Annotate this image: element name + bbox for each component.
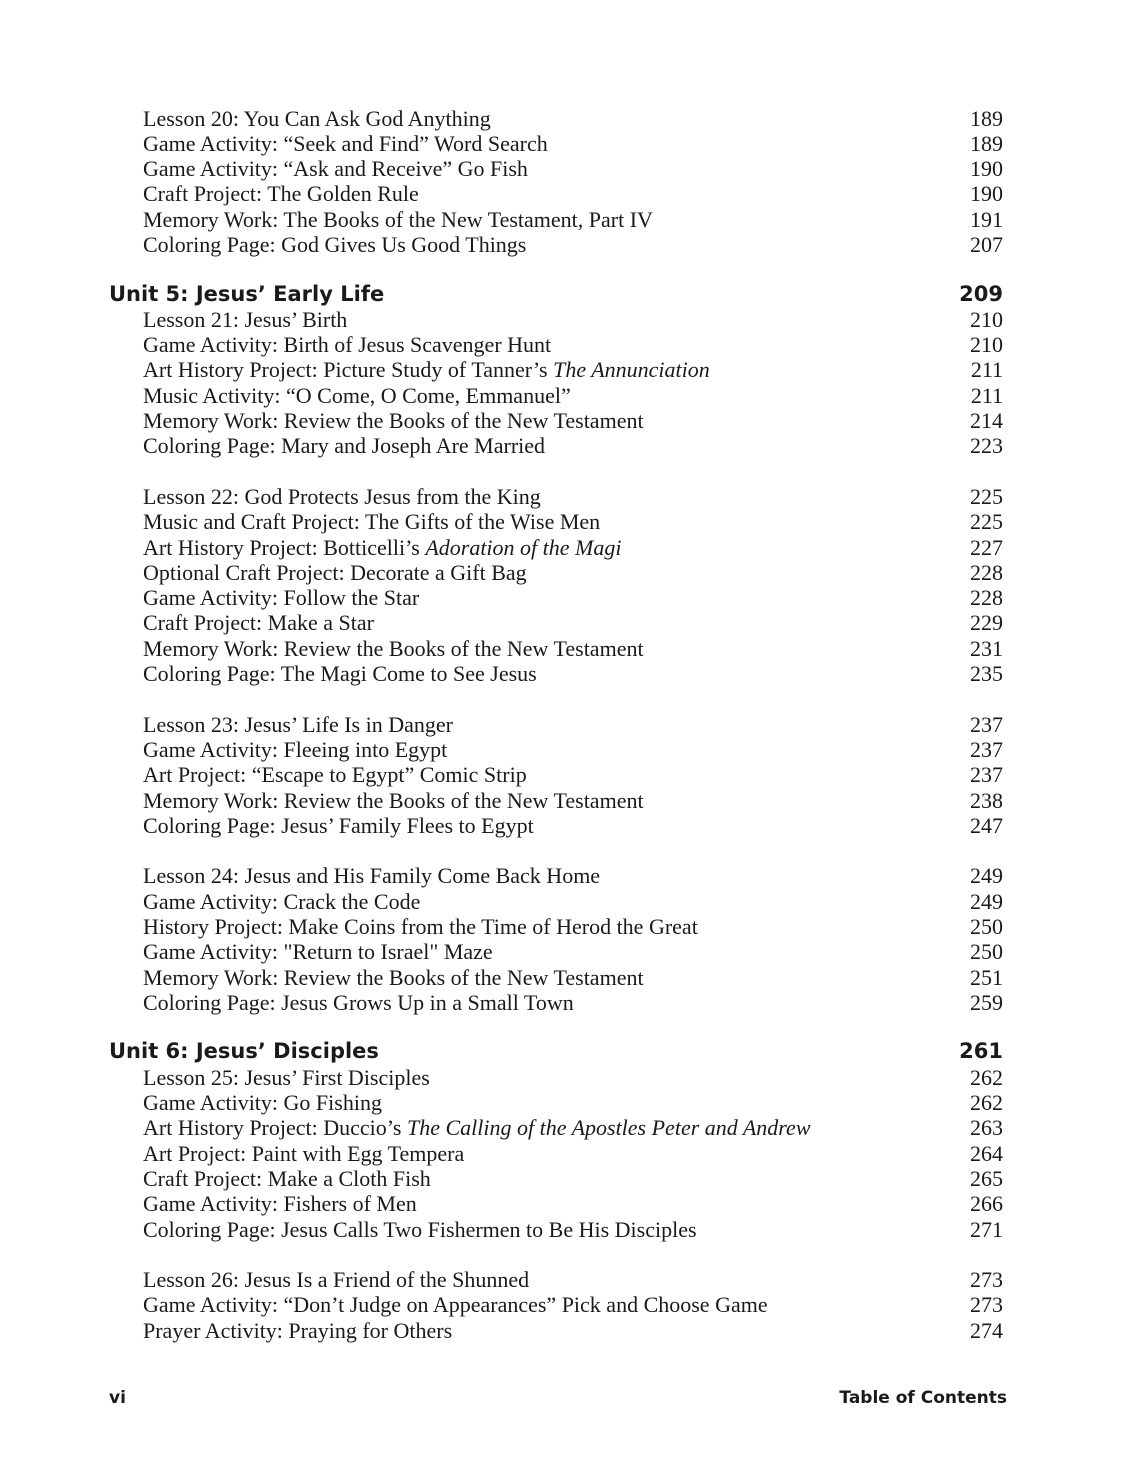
entry-title: Lesson 20: You Can Ask God Anything [143,106,491,131]
entry-title: Coloring Page: Jesus Grows Up in a Small Town [143,990,574,1015]
toc-entry [143,1166,1003,1192]
entry-title: Art History Project: Botticelli’s Adoration of the Magi [143,535,622,560]
toc-entry [143,1141,1003,1167]
entry-title-italic: Adoration of the Magi [425,535,622,560]
unit-page-number: 261 [959,1039,1003,1063]
entry-title: Music Activity: “O Come, O Come, Emmanuel” [143,383,571,408]
entry-page-number: 225 [970,484,1003,509]
toc-entry [143,1292,1003,1318]
toc-entry [143,560,1003,586]
toc-entry [143,813,1003,839]
entry-page-number: 250 [970,939,1003,964]
entry-page-number: 262 [970,1065,1003,1090]
toc-entry [143,509,1003,535]
unit-heading [109,1037,1003,1065]
entry-title: Coloring Page: The Magi Come to See Jesus [143,661,537,686]
entry-title: Art History Project: Picture Study of Tanner’s The Annunciation [143,357,710,382]
entry-title: Game Activity: “Ask and Receive” Go Fish [143,156,528,181]
toc-entry [143,636,1003,662]
entry-page-number: 249 [970,863,1003,888]
entry-page-number: 228 [970,560,1003,585]
toc-entry [143,914,1003,940]
entry-page-number: 190 [970,156,1003,181]
entry-title: Art Project: Paint with Egg Tempera [143,1141,465,1166]
unit-page-number: 209 [959,282,1003,306]
toc-entry [143,863,1003,889]
toc-entry [143,1115,1003,1141]
entry-page-number: 238 [970,788,1003,813]
entry-page-number: 249 [970,889,1003,914]
entry-page-number: 274 [970,1318,1003,1343]
entry-page-number: 235 [970,661,1003,686]
entry-page-number: 223 [970,433,1003,458]
toc-entry [143,131,1003,157]
toc-entry [143,535,1003,561]
entry-title: Music and Craft Project: The Gifts of the Wise Men [143,509,601,534]
entry-page-number: 263 [970,1115,1003,1140]
entry-title: Game Activity: Go Fishing [143,1090,382,1115]
entry-title: Prayer Activity: Praying for Others [143,1318,453,1343]
toc-entry [143,232,1003,258]
unit-title: Unit 5: Jesus’ Early Life [109,282,385,306]
entry-page-number: 231 [970,636,1003,661]
entry-page-number: 211 [970,357,1003,382]
toc-entry [143,610,1003,636]
entry-title: Memory Work: Review the Books of the New Testament [143,408,644,433]
entry-page-number: 251 [970,965,1003,990]
entry-title: Craft Project: Make a Cloth Fish [143,1166,431,1191]
entry-title: Coloring Page: God Gives Us Good Things [143,232,527,257]
toc-entry [143,889,1003,915]
entry-page-number: 189 [970,131,1003,156]
toc-entry [143,762,1003,788]
entry-title: Craft Project: The Golden Rule [143,181,419,206]
entry-title: Game Activity: Fishers of Men [143,1191,417,1216]
toc-entry [143,408,1003,434]
toc-entry [143,181,1003,207]
entry-page-number: 211 [970,383,1003,408]
entry-title: Memory Work: The Books of the New Testament, Part IV [143,207,653,232]
entry-title: Memory Work: Review the Books of the New Testament [143,636,644,661]
toc-entry [143,207,1003,233]
toc-entry [143,357,1003,383]
entry-title: History Project: Make Coins from the Time of Herod the Great [143,914,698,939]
entry-title: Lesson 22: God Protects Jesus from the King [143,484,541,509]
toc-entry [143,383,1003,409]
toc-entry [143,332,1003,358]
toc-entry [143,990,1003,1016]
entry-title: Coloring Page: Jesus Calls Two Fishermen to Be His Disciples [143,1217,697,1242]
entry-title: Craft Project: Make a Star [143,610,374,635]
toc-entry [143,1090,1003,1116]
entry-title: Game Activity: Follow the Star [143,585,420,610]
entry-title: Lesson 21: Jesus’ Birth [143,307,348,332]
entry-page-number: 210 [970,307,1003,332]
entry-page-number: 229 [970,610,1003,635]
entry-page-number: 247 [970,813,1003,838]
footer-page-number: vi [109,1388,126,1408]
entry-page-number: 259 [970,990,1003,1015]
entry-page-number: 273 [970,1267,1003,1292]
toc-entry [143,1191,1003,1217]
entry-title: Art Project: “Escape to Egypt” Comic Strip [143,762,527,787]
entry-page-number: 273 [970,1292,1003,1317]
entry-page-number: 264 [970,1141,1003,1166]
unit-title: Unit 6: Jesus’ Disciples [109,1039,379,1063]
entry-page-number: 207 [970,232,1003,257]
entry-title: Game Activity: Crack the Code [143,889,421,914]
entry-page-number: 189 [970,106,1003,131]
unit-heading [109,280,1003,308]
entry-title: Game Activity: Birth of Jesus Scavenger Hunt [143,332,552,357]
entry-title: Game Activity: “Don’t Judge on Appearances” Pick and Choose Game [143,1292,768,1317]
toc-entry [143,156,1003,182]
entry-title-italic: The Annunciation [553,357,710,382]
entry-title: Coloring Page: Mary and Joseph Are Married [143,433,546,458]
footer-section-title: Table of Contents [839,1388,1007,1408]
entry-page-number: 214 [970,408,1003,433]
toc-entry [143,712,1003,738]
entry-page-number: 228 [970,585,1003,610]
toc-entry [143,1267,1003,1293]
toc-entry [143,106,1003,132]
entry-page-number: 190 [970,181,1003,206]
toc-entry [143,965,1003,991]
entry-title: Coloring Page: Jesus’ Family Flees to Egypt [143,813,534,838]
toc-entry [143,433,1003,459]
toc-entry [143,661,1003,687]
entry-page-number: 265 [970,1166,1003,1191]
toc-entry [143,307,1003,333]
toc-entry [143,585,1003,611]
entry-title: Memory Work: Review the Books of the New Testament [143,788,644,813]
entry-page-number: 250 [970,914,1003,939]
entry-title: Game Activity: “Seek and Find” Word Search [143,131,548,156]
toc-entry [143,788,1003,814]
toc-entry [143,1217,1003,1243]
entry-page-number: 237 [970,712,1003,737]
toc-entry [143,939,1003,965]
entry-title: Game Activity: Fleeing into Egypt [143,737,448,762]
entry-page-number: 262 [970,1090,1003,1115]
entry-page-number: 227 [970,535,1003,560]
entry-title: Art History Project: Duccio’s The Calling of the Apostles Peter and Andrew [143,1115,811,1140]
entry-page-number: 266 [970,1191,1003,1216]
entry-title: Lesson 24: Jesus and His Family Come Back Home [143,863,601,888]
toc-entry [143,484,1003,510]
entry-page-number: 225 [970,509,1003,534]
entry-title: Memory Work: Review the Books of the New Testament [143,965,644,990]
entry-page-number: 237 [970,762,1003,787]
entry-title: Lesson 23: Jesus’ Life Is in Danger [143,712,453,737]
toc-entry [143,737,1003,763]
entry-title: Game Activity: "Return to Israel" Maze [143,939,493,964]
toc-entry [143,1318,1003,1344]
toc-entry [143,1065,1003,1091]
entry-page-number: 237 [970,737,1003,762]
entry-title: Lesson 26: Jesus Is a Friend of the Shunned [143,1267,530,1292]
entry-page-number: 271 [970,1217,1003,1242]
entry-page-number: 210 [970,332,1003,357]
entry-title-italic: The Calling of the Apostles Peter and Andrew [406,1115,811,1140]
entry-title: Lesson 25: Jesus’ First Disciples [143,1065,430,1090]
entry-page-number: 191 [970,207,1003,232]
entry-title: Optional Craft Project: Decorate a Gift Bag [143,560,527,585]
